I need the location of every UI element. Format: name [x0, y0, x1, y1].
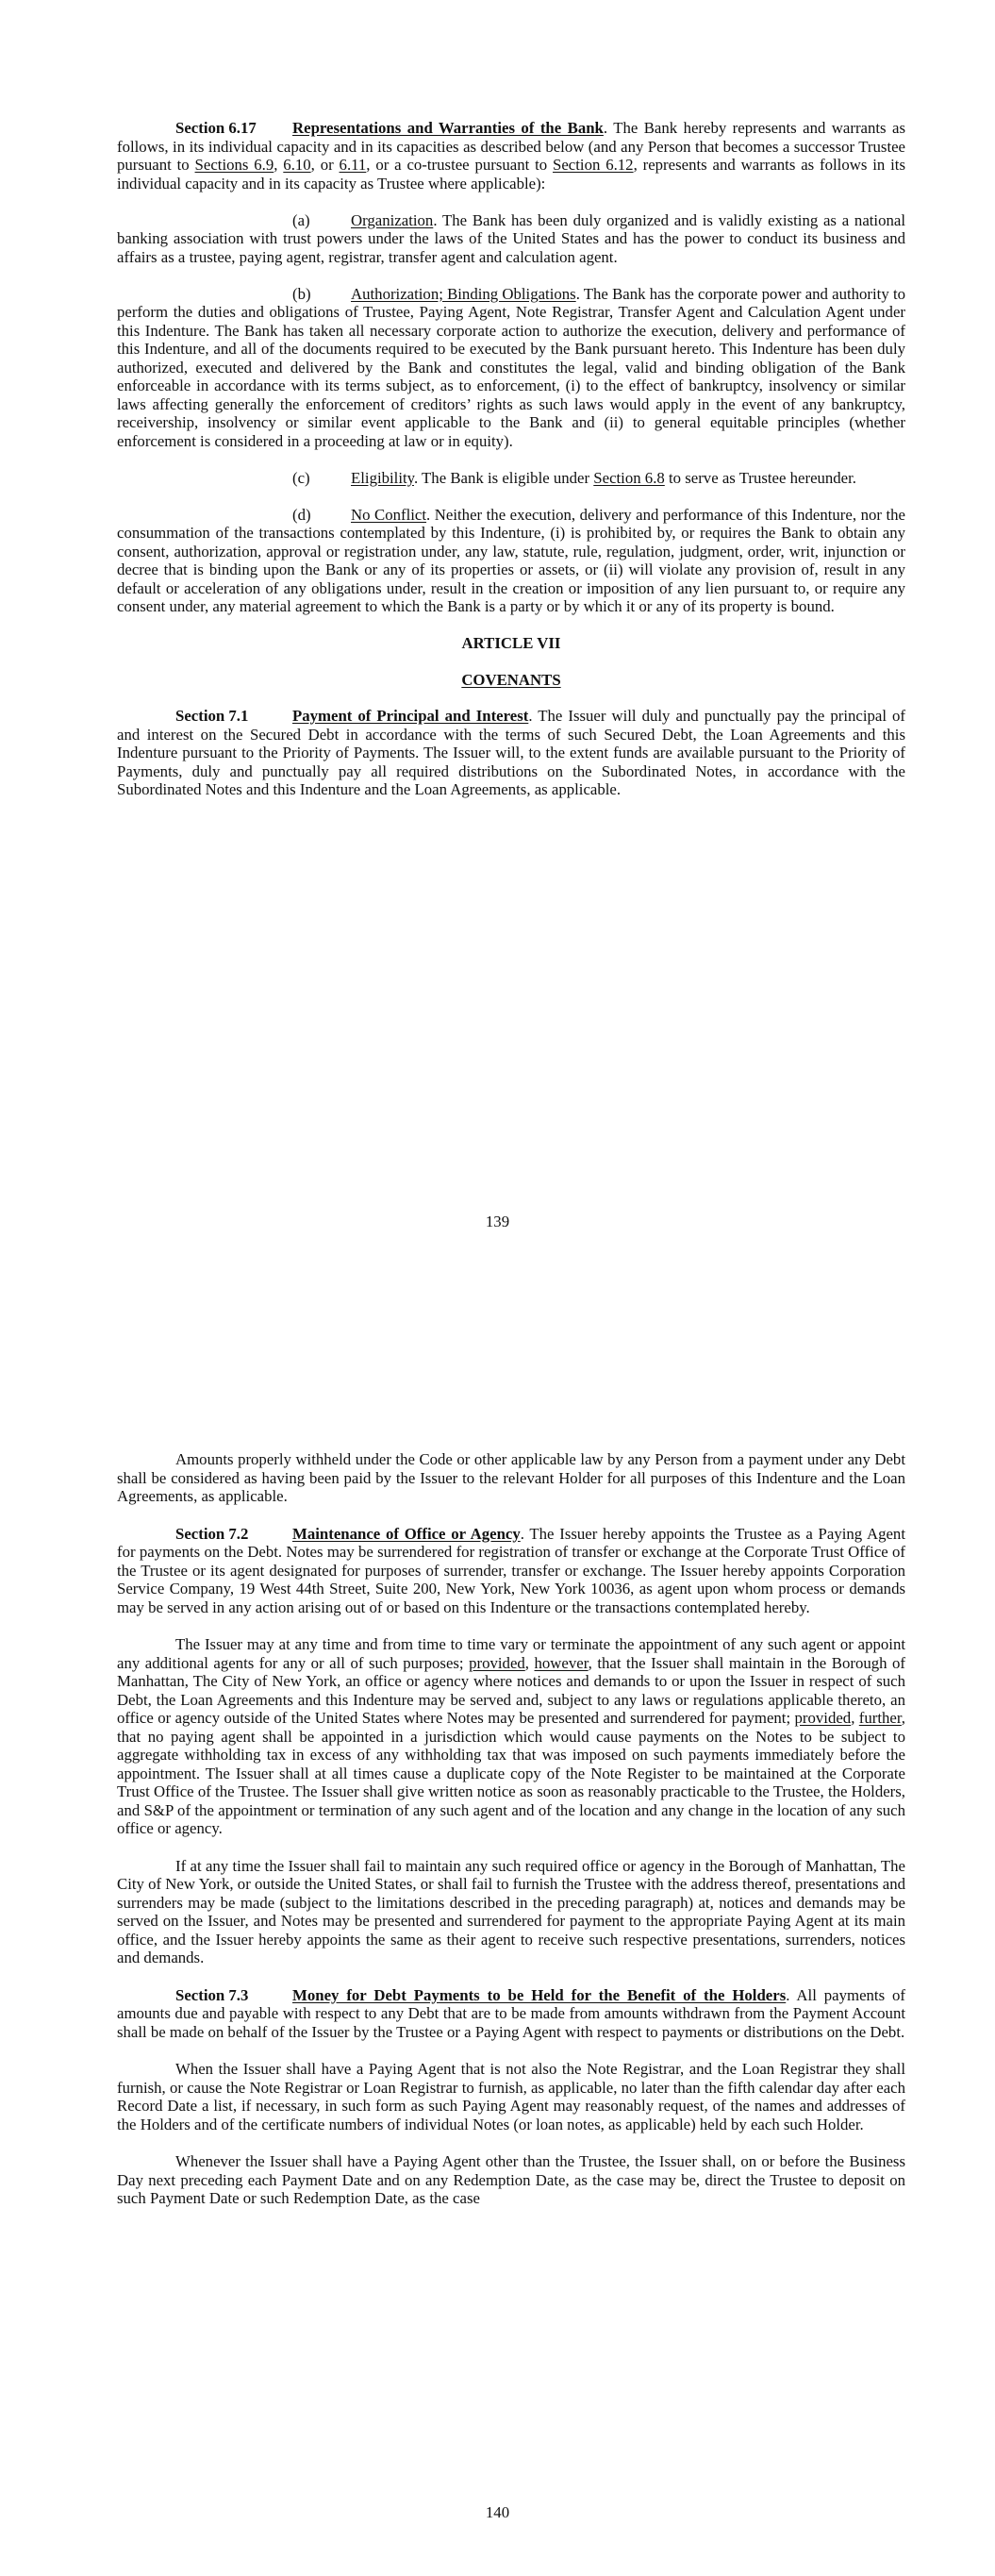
- clause-d-title: No Conflict: [351, 505, 427, 524]
- article-heading: ARTICLE VII: [461, 634, 561, 652]
- ref-section-6-12: Section 6.12: [553, 156, 634, 174]
- vary-agents-paragraph: The Issuer may at any time and from time to time vary or terminate the appointment of any such agent or appoint any additional agents for any or all of such purposes; provided, however, that the Issuer shall maintain in the Borough of Manhattan, The City of New York, an office or agency where notices and demands to or upon the Issuer in respect of such Debt, the Loan Agreements and this Indenture may be served and, subject to any laws or regulations applicable thereto, an office or agency outside of the United States where Notes may be presented and surrendered for payment; provided, further, that no paying agent shall be appointed in a jurisdiction which would cause payments on the Notes to be subject to aggregate withholding tax in excess of any withholding tax that was imposed on such payments immediately before the appointment. The Issuer shall at all times cause a duplicate copy of the Note Register to be maintained at the Corporate Trust Office of the Trustee. The Issuer shall give written notice as soon as reasonably practicable to the Trustee, the Holders, and S&P of the appointment or termination of any such agent and of the location and any change in the location of any such office or agency.: [117, 1635, 906, 1837]
- section-7-3-number: Section 7.3: [175, 1985, 249, 2004]
- paying-agent-deposit-paragraph: Whenever the Issuer shall have a Paying Agent other than the Trustee, the Issuer shall, on or before the Business Day next preceding each Payment Date and on any Redemption Date, as the case may be, direct the Trustee to deposit on such Payment Date or such Redemption Date, as the case: [117, 2152, 905, 2207]
- clause-a-organization: (a) Organization. The Bank has been duly organized and is validly existing as a national banking association with trust powers under the laws of the United States and has the power to conduct its business and affairs as a trustee, paying agent, registrar, transfer agent and calculation agent.: [117, 210, 905, 266]
- provided-term: provided: [469, 1653, 525, 1672]
- withheld-amounts-paragraph: Amounts properly withheld under the Code or other applicable law by any Person from a payment under any Debt shall be considered as having been paid by the Issuer to the relevant Holder for all purposes of this Indenture and the Loan Agreements, as applicable.: [117, 1450, 905, 1505]
- page-140-body: [117, 1450, 905, 2227]
- further-term: further: [858, 1709, 902, 1727]
- ref-6-11: 6.11: [339, 156, 367, 174]
- clause-d-label: (d): [292, 505, 311, 524]
- clause-a-title: Organization: [351, 210, 434, 229]
- clause-b-title: Authorization; Binding Obligations: [351, 284, 576, 303]
- section-7-3-title: Money for Debt Payments to be Held for the Benefit of the Holders: [292, 1985, 787, 2004]
- section-7-2-title: Maintenance of Office or Agency: [292, 1524, 521, 1543]
- fail-to-maintain-paragraph: If at any time the Issuer shall fail to maintain any such required office or agency in the Borough of Manhattan, The City of New York, or outside the United States, or shall fail to furnish the Trustee with the address thereof, presentations and surrenders may be made (subject to the limitations described in the preceding paragraph) at, notices and demands may be served on the Issuer, and Notes may be presented and surrendered for payment to the appropriate Paying Agent at its main office, and the Issuer hereby appoints the same as their agent to receive such respective presentations, surrenders, notices and demands.: [117, 1856, 905, 1966]
- clause-c-eligibility: (c) Eligibility. The Bank is eligible under Section 6.8 to serve as Trustee hereunder.: [292, 468, 856, 487]
- section-6-17-number: Section 6.17: [175, 119, 257, 137]
- covenants-heading: COVENANTS: [461, 670, 561, 689]
- page-139-body: [117, 119, 905, 817]
- however-term: however: [534, 1653, 589, 1672]
- section-7-1-title: Payment of Principal and Interest: [292, 707, 529, 725]
- section-6-17-title: Representations and Warranties of the Bank: [292, 119, 604, 137]
- clause-c-label: (c): [292, 468, 310, 487]
- section-7-1-number: Section 7.1: [175, 707, 249, 725]
- paying-agent-list-paragraph: When the Issuer shall have a Paying Agent that is not also the Note Registrar, and the Loan Registrar they shall furnish, or cause the Note Registrar or Loan Registrar to furnish, as applicable, no later than the fifth calendar day after each Record Date a list, if necessary, in such form as such Paying Agent may reasonably request, of the names and addresses of the Holders and of the certificate numbers of individual Notes (or loan notes, as applicable) held by each such Holder.: [117, 2060, 905, 2133]
- section-7-1-paragraph: Section 7.1 Payment of Principal and Interest. The Issuer will duly and punctually pay the principal of and interest on the Secured Debt in accordance with the terms of such Secured Debt, the Loan Agreements and this Indenture pursuant to the Priority of Payments. The Issuer will, to the extent funds are available pursuant to the Priority of Payments, duly and punctually pay all required distributions on the Subordinated Notes, in accordance with the Subordinated Notes and this Indenture and the Loan Agreements, as applicable.: [117, 707, 905, 798]
- ref-section-6-8: Section 6.8: [593, 468, 665, 487]
- clause-c-title: Eligibility: [351, 468, 414, 487]
- clause-b-authorization: (b) Authorization; Binding Obligations. The Bank has the corporate power and authority to perform the duties and obligations of Trustee, Paying Agent, Note Registrar, Transfer Agent and Calculation Agent under this Indenture. The Bank has taken all necessary corporate action to authorize the execution, delivery and performance of this Indenture, and all of the documents required to be executed by the Bank pursuant hereto. This Indenture has been duly authorized, executed and delivered by the Bank and constitutes the legal, valid and binding obligation of the Bank enforceable in accordance with its terms subject, as to enforcement, (i) to the effect of bankruptcy, insolvency or similar laws affecting generally the enforcement of creditors’ rights as such laws would apply in the event of any bankruptcy, receivership, insolvency or similar event applicable to the Bank and (ii) to general equitable principles (whether enforcement is considered in a proceeding at law or in equity).: [117, 284, 905, 450]
- section-6-17-paragraph: Section 6.17 Representations and Warranties of the Bank. The Bank hereby represents and warrants as follows, in its individual capacity and in its capacities as described below (and any Person that becomes a successor Trustee pursuant to Sections 6.9, 6.10, or 6.11, or a co-trustee pursuant to Section 6.12, represents and warrants as follows in its individual capacity and in its capacity as Trustee where applicable):: [117, 119, 905, 192]
- ref-6-10: 6.10: [283, 156, 311, 174]
- ref-sections-6-9: Sections 6.9: [194, 156, 274, 174]
- section-7-2-number: Section 7.2: [175, 1524, 249, 1543]
- page-number: 140: [485, 2503, 510, 2521]
- provided-term: provided: [794, 1709, 852, 1727]
- document-page-140: [0, 1288, 995, 2576]
- section-7-2-paragraph: Section 7.2 Maintenance of Office or Agency. The Issuer hereby appoints the Trustee as a Paying Agent for payments on the Debt. Notes may be surrendered for registration of transfer or exchange at the Corporate Trust Office of the Trustee or its agent designated for purposes of surrender, transfer or exchange. The Issuer hereby appoints Corporation Service Company, 19 West 44th Street, Suite 200, New York, New York 10036, as agent upon whom process or demands may be served in any action arising out of or based on this Indenture or the transactions contemplated hereby.: [117, 1524, 905, 1616]
- page-number: 139: [485, 1213, 510, 1230]
- clause-a-label: (a): [292, 210, 310, 229]
- section-7-3-paragraph: Section 7.3 Money for Debt Payments to be Held for the Benefit of the Holders. All payments of amounts due and payable with respect to any Debt that are to be made from amounts withdrawn from the Payment Account shall be made on behalf of the Issuer by the Trustee or a Paying Agent with respect to payments or distributions on the Debt.: [117, 1985, 906, 2041]
- clause-b-label: (b): [292, 284, 311, 303]
- clause-d-no-conflict: (d) No Conflict. Neither the execution, delivery and performance of this Indenture, nor the consummation of the transactions contemplated by this Indenture, (i) is prohibited by, or requires the Bank to obtain any consent, authorization, approval or registration under, any law, statute, rule, regulation, judgment, order, writ, injunction or decree that is binding upon the Bank or any of its properties or assets, or (ii) will violate any provision of, result in any default or acceleration of any obligations under, result in the creation or imposition of any lien pursuant to, or require any consent under, any material agreement to which the Bank is a party or by which it or any of its property is bound.: [117, 505, 905, 615]
